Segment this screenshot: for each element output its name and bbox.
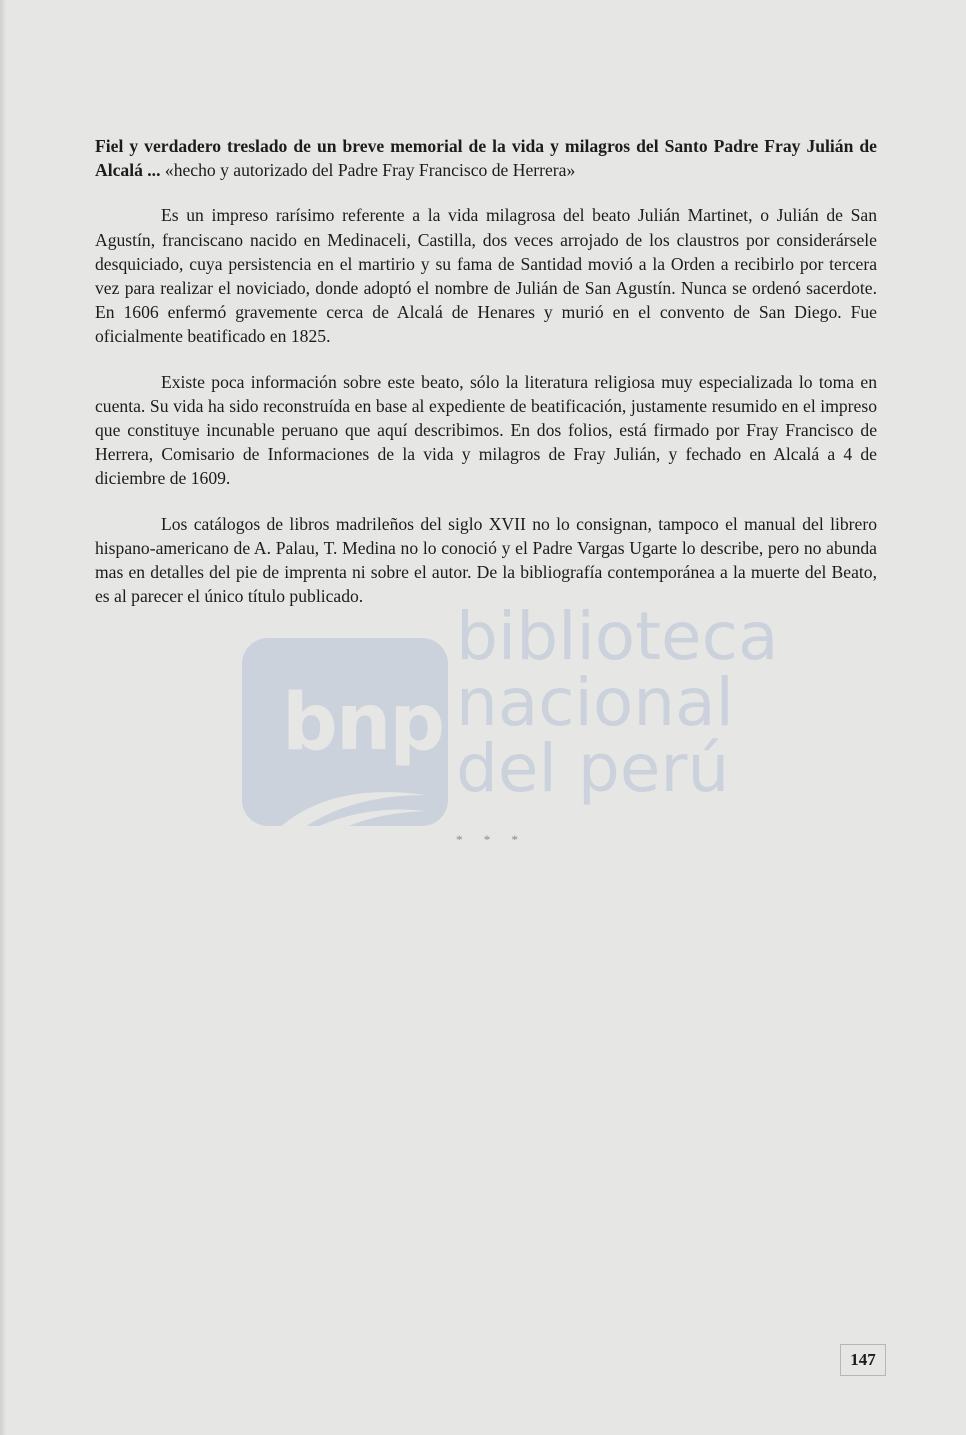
paragraph-2: Existe poca información sobre este beato, sólo la literatura religiosa muy especializada lo toma en cuenta. Su vida ha sido reconstruída en base al expediente de beatificación, justamente resumido en el impreso que constituye incunable peruano que aquí describimos. En dos folios, está firmado por Fray Francisco de Herrera, Comisario de Informaciones de la vida y milagros de Fray Julián, y fechado en Alcalá a 4 de diciembre de 1609. bbox=[95, 371, 877, 489]
paragraph-1: Es un impreso rarísimo referente a la vida milagrosa del beato Julián Martinet, o Julián de San Agustín, franciscano nacido en Medinaceli, Castilla, dos veces arrojado de los claustros por considerársele desquiciado, cuya persistencia en el martirio y su fama de Santidad movió a la Orden a recibirlo por tercera vez para realizar el noviciado, donde adoptó el nombre de Julián de San Agustín. Nunca se ordenó sacerdote. En 1606 enfermó gravemente cerca de Alcalá de Henares y murió en el convento de San Diego. Fue oficialmente beatificado en 1825. bbox=[95, 205, 877, 347]
watermark-line-2: nacional bbox=[456, 664, 734, 741]
watermark-logo-text: bnp bbox=[282, 678, 444, 768]
library-watermark bbox=[242, 586, 779, 828]
watermark-logo-box bbox=[242, 638, 448, 826]
document-body bbox=[95, 134, 877, 608]
watermark-library-name bbox=[456, 598, 779, 807]
entry-title-note: «hecho y autorizado del Padre Fray Francisco de Herrera» bbox=[164, 160, 576, 181]
entry-title-bold: Fiel y verdadero treslado de un breve memorial de la vida y milagros del Santo Padre Fray Julián de Alcalá ... bbox=[95, 136, 877, 181]
watermark-line-1: biblioteca bbox=[456, 598, 779, 675]
page-edge-shadow bbox=[0, 0, 6, 1435]
page-number: 147 bbox=[840, 1344, 886, 1376]
watermark-line-3: del perú bbox=[456, 730, 730, 807]
watermark-swoosh-icon bbox=[264, 773, 434, 843]
paragraph-3: Los catálogos de libros madrileños del siglo XVII no lo consignan, tampoco el manual del librero hispano-americano de A. Palau, T. Medina no lo conoció y el Padre Vargas Ugarte lo describe, pero no abunda mas en detalles del pie de imprenta ni sobre el autor. De la bibliografía contemporánea a la muerte del Beato, es al parecer el único título publicado. bbox=[95, 513, 877, 607]
section-separator: * * * bbox=[456, 832, 527, 847]
entry-title bbox=[95, 134, 877, 182]
